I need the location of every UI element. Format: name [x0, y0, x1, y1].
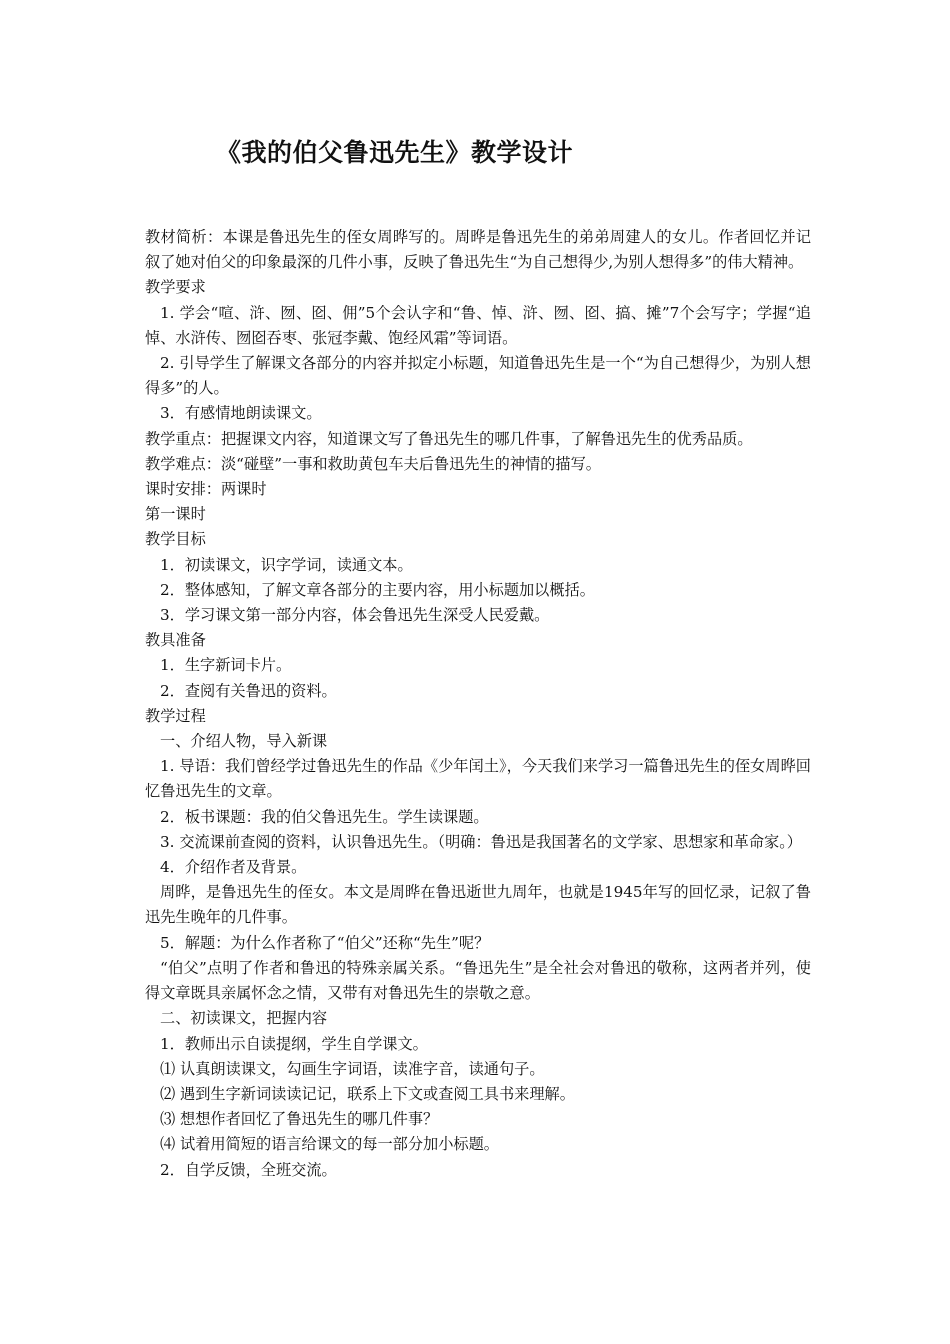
- subsection-heading: 二、初读课文，把握内容: [160, 1009, 328, 1028]
- list-item: 2．查阅有关鲁迅的资料。: [160, 681, 337, 700]
- section-heading: 教学目标: [145, 530, 206, 549]
- sub-list-item: ⑵ 遇到生字新词读读记记，联系上下文或查阅工具书来理解。: [160, 1084, 575, 1103]
- list-item: 2．板书课题：我的伯父鲁迅先生。学生读课题。: [160, 807, 489, 826]
- list-item: 1. 学会“喧、浒、囫、囵、佣”5个会认字和“鲁、悼、浒、囫、囵、搞、摊”7个会写字；学握“追悼、水浒传、囫囵吞枣、张冠李戴、饱经风霜”等词语。: [145, 303, 811, 347]
- document-title: 《我的伯父鲁迅先生》教学设计: [216, 138, 574, 167]
- section-heading: 教具准备: [145, 631, 206, 650]
- list-item: 2．整体感知，了解文章各部分的主要内容，用小标题加以概括。: [160, 580, 595, 599]
- textbook-analysis: 教材简析：本课是鲁迅先生的侄女周晔写的。周晔是鲁迅先生的弟弟周建人的女儿。作者回忆并记叙了她对伯父的印象最深的几件小事，反映了鲁迅先生“为自己想得少,为别人想得多”的伟大精神。: [145, 228, 811, 272]
- key-points: 教学重点：把握课文内容，知道课文写了鲁迅先生的哪几件事，了解鲁迅先生的优秀品质。: [145, 429, 753, 448]
- list-item: 2．自学反馈，全班交流。: [160, 1160, 337, 1179]
- list-item: 2. 引导学生了解课文各部分的内容并拟定小标题，知道鲁迅先生是一个“为自己想得少，为别人想得多”的人。: [145, 354, 811, 398]
- body-paragraph: 周晔，是鲁迅先生的侄女。本文是周晔在鲁迅逝世九周年，也就是1945年写的回忆录，记叙了鲁迅先生晚年的几件事。: [145, 883, 811, 927]
- body-paragraph: “伯父”点明了作者和鲁迅的特殊亲属关系。“鲁迅先生”是全社会对鲁迅的敬称，这两者并列，使得文章既具亲属怀念之情，又带有对鲁迅先生的崇敬之意。: [145, 958, 811, 1003]
- list-item: 1. 导语：我们曾经学过鲁迅先生的作品《少年闰土》，今天我们来学习一篇鲁迅先生的侄女周晔回忆鲁迅先生的文章。: [145, 757, 811, 801]
- subsection-heading: 一、介绍人物，导入新课: [160, 732, 328, 751]
- list-item: 3．学习课文第一部分内容，体会鲁迅先生深受人民爱戴。: [160, 606, 550, 625]
- document-body: [145, 225, 811, 1183]
- schedule: 课时安排：两课时: [145, 480, 267, 499]
- list-item: 3. 交流课前查阅的资料，认识鲁迅先生。（明确：鲁迅是我国著名的文学家、思想家和革命家。）: [160, 832, 802, 851]
- sub-list-item: ⑴ 认真朗读课文，勾画生字词语，读准字音，读通句子。: [160, 1059, 545, 1078]
- list-item: 4．介绍作者及背景。: [160, 858, 307, 877]
- section-heading: 教学过程: [145, 706, 206, 725]
- list-item: 1．教师出示自读提纲，学生自学课文。: [160, 1034, 428, 1053]
- list-item: 1．生字新词卡片。: [160, 656, 292, 675]
- list-item: 3．有感情地朗读课文。: [160, 404, 322, 423]
- list-item: 5．解题：为什么作者称了“伯父”还称“先生”呢？: [160, 933, 490, 952]
- sub-list-item: ⑶ 想想作者回忆了鲁迅先生的哪几件事？: [160, 1110, 439, 1129]
- sub-list-item: ⑷ 试着用简短的语言给课文的每一部分加小标题。: [160, 1135, 499, 1154]
- section-heading: 第一课时: [145, 505, 206, 524]
- difficult-points: 教学难点：淡“碰壁”一事和救助黄包车夫后鲁迅先生的神情的描写。: [145, 454, 601, 473]
- list-item: 1．初读课文，识字学词，读通文本。: [160, 555, 413, 574]
- section-heading: 教学要求: [145, 278, 206, 297]
